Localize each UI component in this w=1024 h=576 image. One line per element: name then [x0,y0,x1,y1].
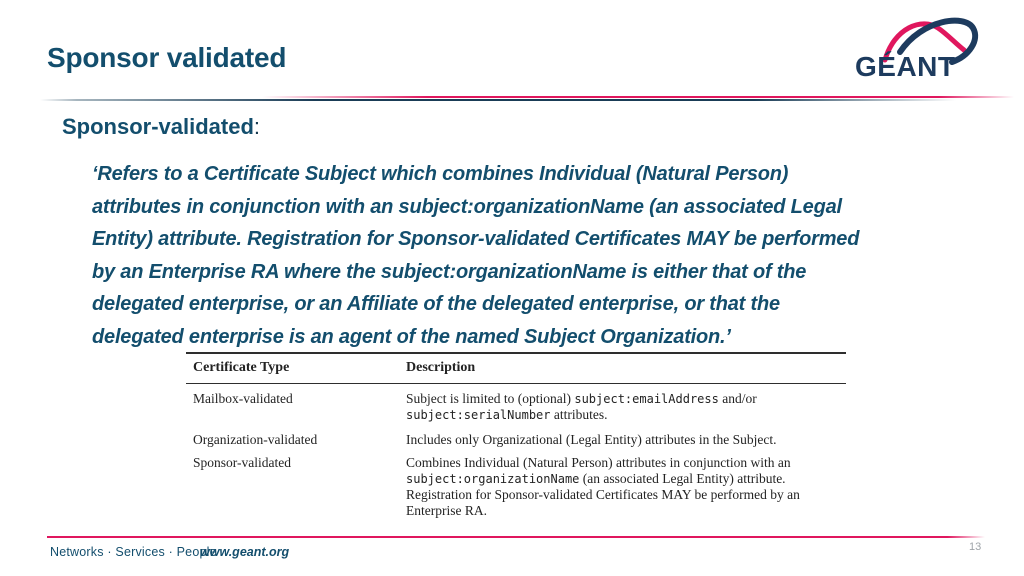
quote-block [92,158,859,353]
table-row [186,427,846,451]
column-header-description: Description [406,360,476,375]
footer-divider [47,536,985,538]
certificate-table [186,352,846,521]
quote-line: by an Enterprise RA where the subject:organizationName is either that of the [92,260,807,283]
quote-line: ‘Refers to a Certificate Subject which combines Individual (Natural Person) [92,163,789,185]
inline-code: subject:organizationName [406,471,580,486]
footer-url: www.geant.org [200,545,290,559]
section-heading-colon: : [253,114,261,139]
page-number: 13 [969,541,982,553]
description-cell: Subject is limited to (optional) subject:emailAddress and/or subject:serialNumber attributes. [406,390,757,422]
table-row [186,384,846,427]
slide-title: Sponsor validated [47,42,287,73]
quote-line: attributes in conjunction with an subject:organizationName (an associated Legal [92,195,842,218]
column-header-certificate-type: Certificate Type [193,360,290,375]
header-divider-navy [40,99,956,101]
section-heading-text: Sponsor-validated [62,114,254,139]
header-divider-pink [262,96,1014,98]
description-cell: Combines Individual (Natural Person) attributes in conjunction with an subject:organizationName (an associated Legal Entity) attribute. Registration for Sponsor-validated Certificates MAY be performed by an Enterprise RA. [406,455,800,518]
table-row [186,450,846,521]
quote-line: delegated enterprise is an agent of the named Subject Organization.’ [92,325,731,348]
footer-tagline: Networks · Services · People [50,545,217,559]
logo-wordmark: GÉANT [855,51,956,82]
description-cell: Includes only Organizational (Legal Entity) attributes in the Subject. [406,431,777,447]
inline-code: subject:emailAddress [574,391,719,406]
certificate-type-cell: Sponsor-validated [193,455,291,470]
quote-line: Entity) attribute. Registration for Sponsor-validated Certificates MAY be performed [92,228,860,250]
inline-code: subject:serialNumber [406,408,551,422]
section-heading [62,114,260,140]
quote-line: delegated enterprise, or an Affiliate of the delegated enterprise, or that the [92,293,780,315]
certificate-type-cell: Mailbox-validated [193,390,293,406]
certificate-table-header [186,354,846,384]
certificate-table-body [186,384,846,522]
certificate-type-cell: Organization-validated [193,431,318,447]
